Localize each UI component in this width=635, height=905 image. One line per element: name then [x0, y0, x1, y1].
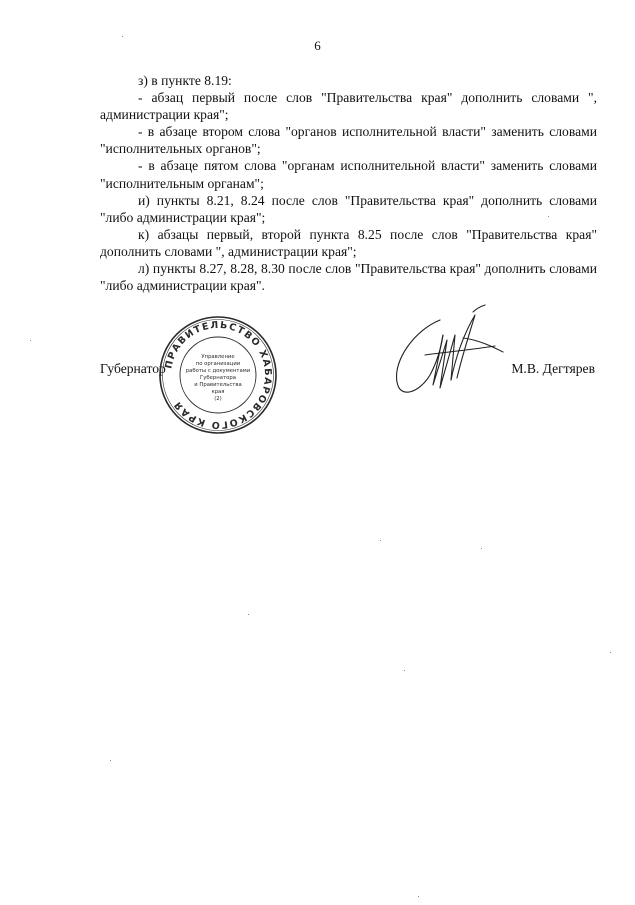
- seal-line-4: Губернатора: [200, 375, 236, 381]
- paragraph-z-2: - в абзаце втором слова "органов исполнительной власти" заменить словами "исполнительных органов";: [100, 124, 597, 157]
- seal-line-6: края: [211, 389, 225, 395]
- seal-line-1: Управление: [201, 354, 235, 360]
- seal-line-3: работы с документами: [185, 368, 251, 374]
- signatory-name: М.В. Дегтярев: [511, 361, 595, 376]
- handwritten-signature: [385, 300, 520, 410]
- seal-line-5: и Правительства: [194, 382, 242, 388]
- seal-line-7: (2): [214, 396, 222, 402]
- signatory-title: Губернатор: [100, 361, 166, 376]
- paragraph-k: к) абзацы первый, второй пункта 8.25 после слов "Правительства края" дополнить словами ", администрации края";: [100, 226, 597, 259]
- official-seal: [158, 315, 278, 435]
- paragraph-l: л) пункты 8.27, 8.28, 8.30 после слов "Правительства края" дополнить словами "либо администрации края".: [100, 261, 597, 294]
- paragraph-z-1: - абзац первый после слов "Правительства края" дополнить словами ", администрации края";: [100, 90, 597, 123]
- seal-ring-text: ПРАВИТЕЛЬСТВО ХАБАРОВСКОГО КРАЯ: [163, 319, 274, 431]
- document-body: [100, 72, 597, 294]
- paragraph-z-3: - в абзаце пятом слова "органам исполнительной власти" заменить словами "исполнительным органам";: [100, 158, 597, 191]
- seal-line-2: по организации: [195, 361, 241, 367]
- page-number: 6: [314, 38, 321, 53]
- paragraph-i: и) пункты 8.21, 8.24 после слов "Правительства края" дополнить словами "либо администрации края";: [100, 192, 597, 225]
- paragraph-z: з) в пункте 8.19:: [138, 73, 232, 88]
